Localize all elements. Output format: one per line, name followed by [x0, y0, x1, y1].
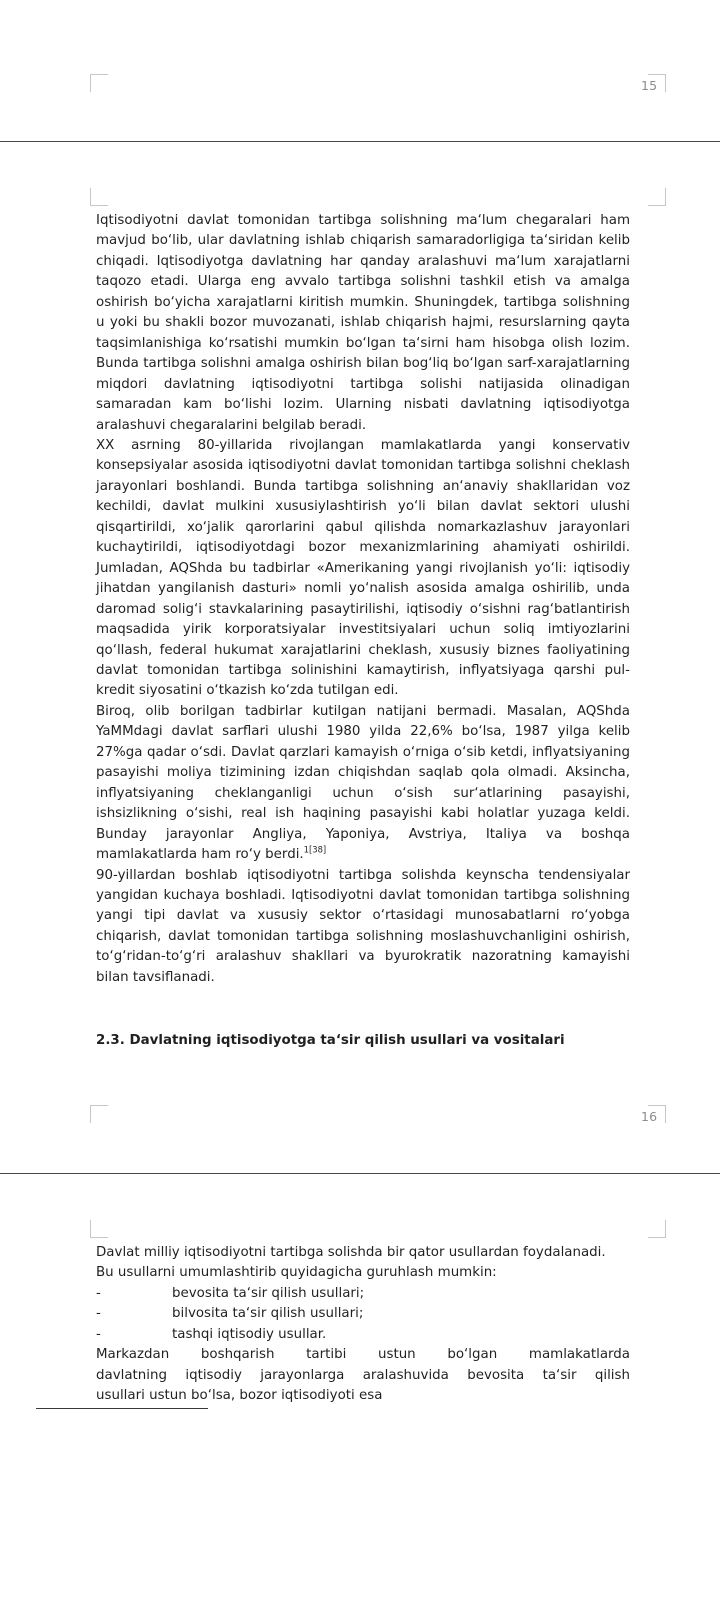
- paragraph-conservative-concepts: XX asrning 80-yillarida rivojlangan mamlakatlarda yangi konservativ konsepsiyalar asosida iqtisodiyotni davlat tomonidan tartibga solishni cheklash jarayonlari boshlandi. Bunda tartibga solishning an‘anaviy shakllaridan voz kechildi, davlat mulkini xususiylashtirish yo‘li bilan davlat sektori ulushi qisqartirildi, xo‘jalik qarorlarini qabul qilishda nomarkazlashuv jarayonlari kuchaytirildi, iqtisodiyotdagi bozor mexanizmlarining ahamiyati oshirildi. Jumladan, AQShda bu tadbirlar «Amerikaning yangi rivojlanish yo‘li: iqtisodiy jihatdan yangilanish dasturi» nomli yo‘nalish asosida amalga oshirilib, unda daromad solig‘i stavkalarining pasaytirilishi, iqtisodiy o‘sishni rag‘batlantirish maqsadida yirik korporatsiyalar investitsiyalari uchun soliq imtiyozlarini qo‘llash, federal hukumat xarajatlarini cheklash, xususiy biznes faoliyatining davlat tomonidan tartibga solinishini kamaytirish, inflyatsiyaga qarshi pul-kredit siyosatini o‘tkazish ko‘zda tutilgan edi.: [96, 437, 630, 699]
- crop-mark-body-top-right-16: [648, 1220, 666, 1238]
- list-item-label: tashqi iqtisodiy usullar.: [172, 1326, 327, 1342]
- closing-line-market-economy: usullari ustun bo‘lsa, bozor iqtisodiyoti esa: [96, 1388, 383, 1404]
- list-item: [96, 1284, 630, 1304]
- list-bullet-dash: -: [96, 1285, 101, 1301]
- intro-line-methods: Davlat milliy iqtisodiyotni tartibga solishda bir qator usullardan foydalanadi.: [96, 1245, 606, 1260]
- paragraph-limits-of-regulation: Iqtisodiyotni davlat tomonidan tartibga solishning ma‘lum chegaralari ham mavjud bo‘lib, ular davlatning ishlab chiqarish samaradorligiga ta‘siridan kelib chiqadi. Iqtisodiyotga davlatning har qanday aralashuvi ma‘lum xarajatlarni taqozo etadi. Ularga eng avvalo tartibga solishni tashkil etish va amalga oshirish bo‘yicha xarajatlarni kiritish mumkin. Shuningdek, tartibga solishning u yoki bu shakli bozor muvozanati, ishlab chiqarish hajmi, resurslarning qayta taqsimlanishiga ko‘rsatishi mumkin bo‘lgan ta‘sirni ham hisobga olish lozim. Bunda tartibga solishni amalga oshirish bilan bog‘liq bo‘lgan sarf-xarajatlarning miqdori davlatning iqtisodiyotni tartibga solishi natijasida olinadigan samaradan kam bo‘lishi lozim. Ularning nisbati davlatning iqtisodiyotga aralashuvi chegaralarini belgilab beradi.: [96, 213, 630, 433]
- body-text-column-16: [96, 1243, 630, 1407]
- list-bullet-dash: -: [96, 1306, 101, 1322]
- page-separator-rule-top: [0, 141, 720, 142]
- list-item: [96, 1304, 630, 1324]
- footnote-reference-marker[interactable]: 1[38]: [303, 844, 327, 855]
- page-number-15: 15: [641, 78, 658, 93]
- crop-mark-body-top-left-16: [90, 1220, 108, 1238]
- page-number-16: 16: [641, 1109, 658, 1124]
- paragraph-usa-results-text: Biroq, olib borilgan tadbirlar kutilgan natijani bermadi. Masalan, AQShda YaMMdagi davlat sarflari ulushi 1980 yilda 22,6% bo‘lsa, 1987 yilga kelib 27%ga qadar o‘sdi. Davlat qarzlari kamayish o‘rniga o‘sib ketdi, inflyatsiyaning pasayishi moliya tizimining izdan chiqishdan saqlab qola olmadi. Aksincha, inflyatsiyaning cheklanganligi uchun o‘sish sur‘atlarining pasayishi, ishsizlikning o‘sishi, real ish haqining pasayishi kabi holatlar yuzaga keldi. Bunday jarayonlar Angliya, Yaponiya, Avstriya, Italiya va boshqa mamlakatlarda ham ro‘y berdi.: [96, 703, 630, 863]
- paragraph-usa-results: [96, 702, 630, 866]
- page-sheet-16: [0, 1085, 720, 1600]
- closing-line-direct-influence: davlatning iqtisodiy jarayonlarga aralashuvida bevosita ta‘sir qilish: [96, 1367, 630, 1383]
- list-item: [96, 1325, 630, 1345]
- page-separator-rule-bottom: [0, 1173, 720, 1174]
- crop-mark-top-left: [90, 74, 108, 92]
- body-text-column-15: [96, 211, 630, 988]
- crop-mark-top-left-16: [90, 1105, 108, 1123]
- list-item-label: bilvosita ta‘sir qilish usullari;: [172, 1306, 364, 1322]
- list-item-label: bevosita ta‘sir qilish usullari;: [172, 1285, 365, 1301]
- methods-list: [96, 1284, 630, 1345]
- intro-line-grouping: Bu usullarni umumlashtirib quyidagicha guruhlash mumkin:: [96, 1265, 497, 1281]
- closing-line-centralized: Markazdan boshqarish tartibi ustun bo‘lgan mamlakatlarda: [96, 1347, 630, 1363]
- crop-mark-body-top-left: [90, 188, 108, 206]
- crop-mark-body-top-right: [648, 188, 666, 206]
- section-heading-2-3: 2.3. Davlatning iqtisodiyotga ta‘sir qilish usullari va vositalari: [96, 1033, 565, 1048]
- paragraph-keynesian-revival: 90-yillardan boshlab iqtisodiyotni tartibga solishda keynscha tendensiyalar yangidan kuchaya boshladi. Iqtisodiyotni davlat tomonidan tartibga solishning yangi tipi davlat va xususiy sektor o‘rtasidagi munosabatlarni ro‘yobga chiqarish, davlat tomonidan tartibga solishning moslashuvchanligini oshirish, to‘g‘ridan-to‘g‘ri aralashuv shakllari va byurokratik nazoratning kamayishi bilan tavsiflanadi.: [96, 867, 630, 985]
- list-bullet-dash: -: [96, 1326, 101, 1342]
- footnote-separator-rule: [36, 1408, 208, 1409]
